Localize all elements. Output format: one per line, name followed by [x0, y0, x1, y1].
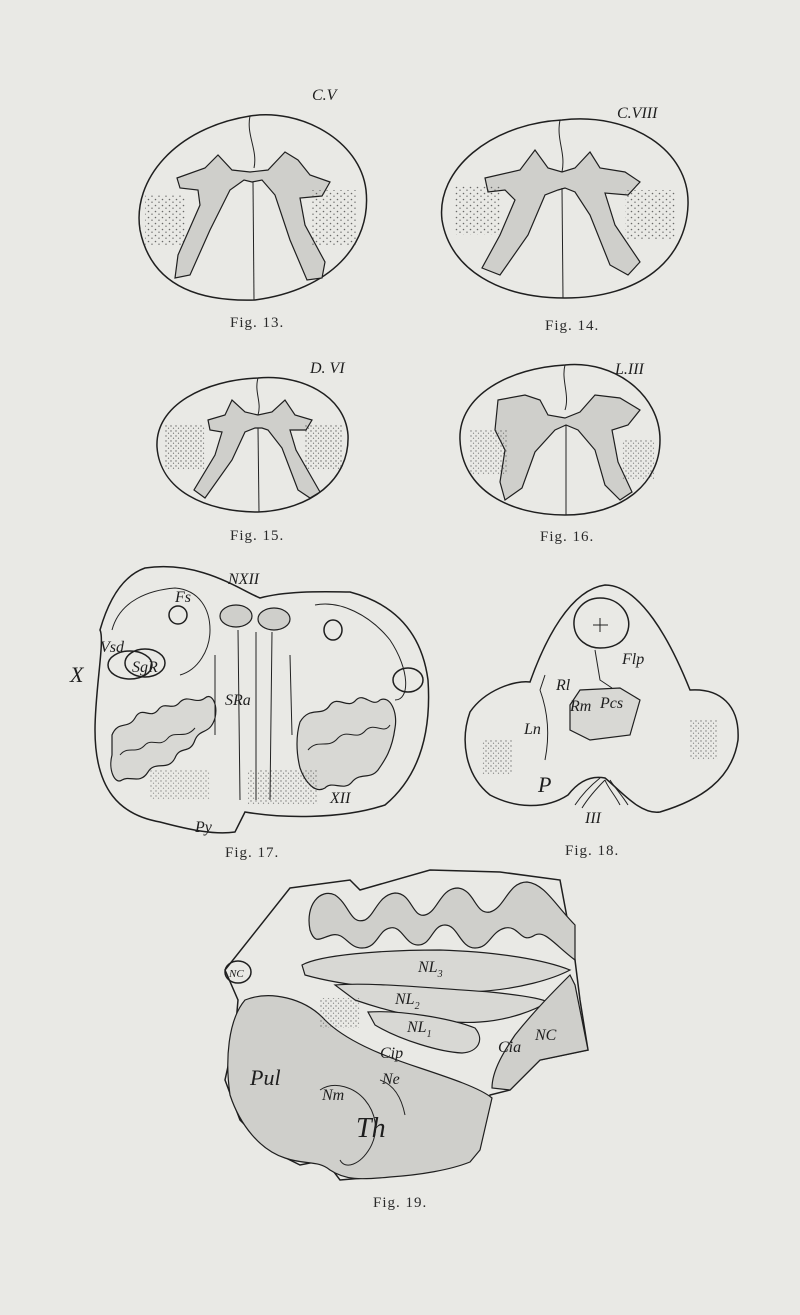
figure-16	[460, 361, 660, 545]
fig17-label-xii: XII	[330, 790, 351, 807]
fig19-label-th: Th	[356, 1113, 386, 1144]
fig15-caption: Fig. 15.	[230, 528, 285, 544]
figure-15	[157, 360, 348, 544]
fig18-label-iii: III	[585, 810, 601, 827]
fig18-caption: Fig. 18.	[565, 843, 620, 859]
gray-matter	[495, 395, 640, 500]
fig18-label-p: P	[538, 772, 552, 797]
nucleus-xii-left	[220, 605, 252, 627]
figure-17	[69, 567, 429, 861]
fig17-label-x: X	[70, 662, 84, 687]
fig19-label-pul: Pul	[250, 1065, 281, 1090]
fig19-nl3-sub: 3	[437, 969, 443, 980]
fig19-label-ne: Ne	[382, 1071, 400, 1088]
fig19-caption: Fig. 19.	[373, 1195, 428, 1211]
figure-18	[465, 585, 738, 859]
fig15-tag: D. VI	[310, 360, 345, 377]
figure-14	[442, 105, 689, 334]
nucleus-xii-right	[258, 608, 290, 630]
fig19-label-cia: Cia	[498, 1039, 522, 1056]
fig17-label-py: Py	[195, 819, 212, 836]
fig13-tag: C.V	[312, 87, 337, 104]
fig18-label-flp: Flp	[622, 651, 645, 668]
figure-19	[225, 870, 588, 1211]
fig19-label-nc-small: NC	[229, 968, 244, 980]
fig18-label-rm: Rm	[570, 698, 592, 715]
fig19-label-cip: Cip	[380, 1045, 404, 1062]
fig19-nl2-text: NL	[395, 991, 415, 1008]
fig19-label-nm: Nm	[322, 1087, 345, 1104]
fig14-tag: C.VIII	[617, 105, 658, 122]
fig18-label-pcs: Pcs	[600, 695, 624, 712]
olive-left	[111, 696, 216, 780]
fig18-label-rl: Rl	[556, 677, 571, 694]
gray-matter	[175, 152, 330, 280]
fig17-label-sgr: SgR	[132, 659, 158, 676]
fig14-caption: Fig. 14.	[545, 318, 600, 334]
fig19-nl3-text: NL	[418, 959, 438, 976]
fig17-label-nxii: NXII	[228, 571, 260, 588]
fig19-nl1-text: NL	[407, 1019, 427, 1036]
fig17-label-sra: SRa	[225, 692, 251, 709]
fig16-tag: L.III	[615, 361, 644, 378]
fig18-label-ln: Ln	[524, 721, 541, 738]
fig19-label-nc: NC	[535, 1027, 557, 1044]
figure-13	[139, 87, 367, 331]
fig13-caption: Fig. 13.	[230, 315, 285, 331]
fig17-label-vsd: Vsd	[100, 639, 124, 656]
fig17-caption: Fig. 17.	[225, 845, 280, 861]
fig19-nl1-sub: 1	[426, 1029, 432, 1040]
fig19-nl2-sub: 2	[414, 1001, 420, 1012]
gray-matter	[194, 400, 320, 498]
nucleus-lentiformis-2	[335, 984, 548, 1022]
cortex-strip	[309, 882, 575, 960]
fig17-label-fs: Fs	[175, 589, 191, 606]
fig16-caption: Fig. 16.	[540, 529, 595, 545]
gray-matter	[482, 150, 640, 275]
